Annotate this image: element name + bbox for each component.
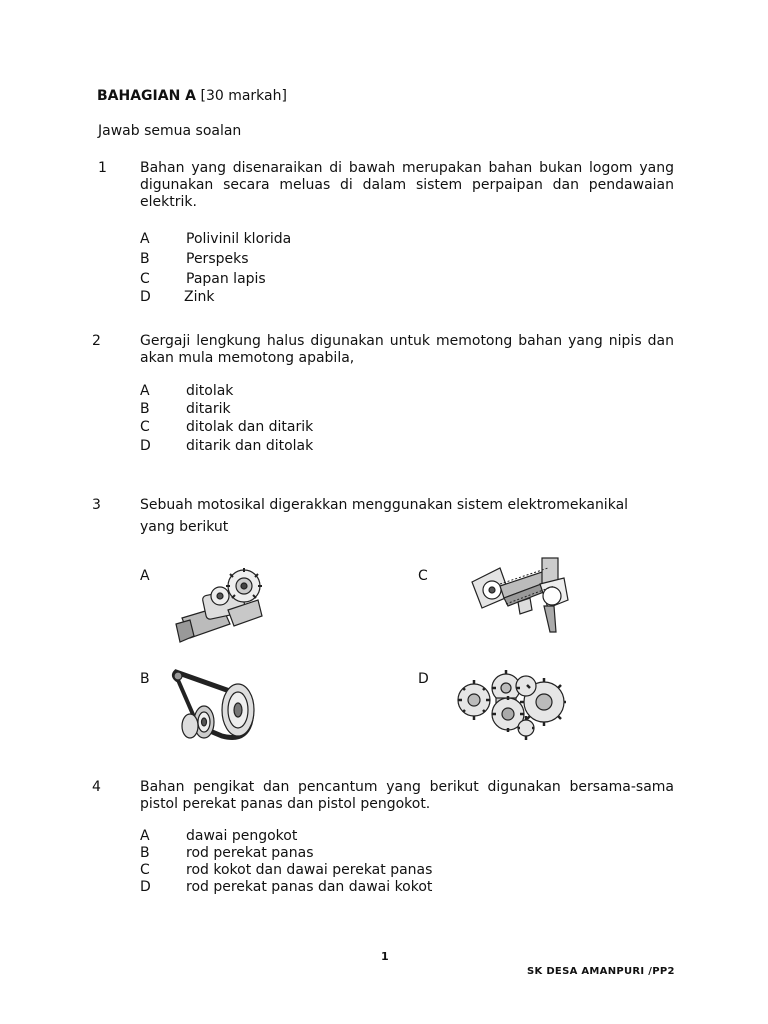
question-1-text: Bahan yang disenaraikan di bawah merupakan bahan bukan logom yang digunakan secara meluas di dalam sistem perpaipan dan pendawaian elektrik. — [140, 160, 674, 210]
gear-motor-image[interactable] — [168, 566, 274, 648]
question-2-number: 2 — [92, 333, 101, 349]
question-1-option-c[interactable]: C Papan lapis — [140, 271, 266, 287]
question-2-option-b[interactable]: B ditarik — [140, 401, 231, 417]
belt-pulley-image[interactable] — [168, 666, 260, 746]
question-2-text: Gergaji lengkung halus digunakan untuk memotong bahan yang nipis dan akan mula memotong apabila, — [140, 333, 674, 366]
question-4-number: 4 — [92, 779, 101, 795]
question-3-number: 3 — [92, 497, 101, 513]
question-4-option-a[interactable]: A dawai pengokot — [140, 828, 298, 844]
question-3-option-c-letter[interactable]: C — [418, 568, 428, 584]
question-1-option-b[interactable]: B Perspeks — [140, 251, 249, 267]
instruction: Jawab semua soalan — [98, 123, 242, 139]
question-4-option-d[interactable]: D rod perekat panas dan dawai kokot — [140, 879, 433, 895]
chain-sprocket-image[interactable] — [464, 556, 572, 636]
question-4-option-c[interactable]: C rod kokot dan dawai perekat panas — [140, 862, 433, 878]
section-title-bold: BAHAGIAN A — [97, 88, 197, 104]
gear-train-image[interactable] — [456, 666, 566, 744]
question-3-text-line1: Sebuah motosikal digerakkan menggunakan sistem elektromekanikal — [140, 497, 629, 513]
question-3-option-b-letter[interactable]: B — [140, 671, 150, 687]
question-4-option-b[interactable]: B rod perekat panas — [140, 845, 314, 861]
question-3-option-d-letter[interactable]: D — [418, 671, 429, 687]
question-1-option-d[interactable]: D Zink — [140, 289, 215, 305]
section-title — [97, 88, 287, 104]
question-3-text-line2: yang berikut — [140, 519, 229, 535]
question-4-text: Bahan pengikat dan pencantum yang berikut digunakan bersama-sama pistol perekat panas dan pistol pengokot. — [140, 779, 674, 812]
question-1-option-a[interactable]: A Polivinil klorida — [140, 231, 292, 247]
page-number: 1 — [381, 950, 389, 963]
question-1-number: 1 — [98, 160, 107, 176]
question-2-option-a[interactable]: A ditolak — [140, 383, 234, 399]
question-3-option-a-letter[interactable]: A — [140, 568, 150, 584]
section-marks: [30 markah] — [196, 88, 287, 104]
question-2-option-c[interactable]: C ditolak dan ditarik — [140, 419, 314, 435]
school-footer: SK DESA AMANPURI /PP2 — [527, 966, 675, 977]
question-2-option-d[interactable]: D ditarik dan ditolak — [140, 438, 314, 454]
